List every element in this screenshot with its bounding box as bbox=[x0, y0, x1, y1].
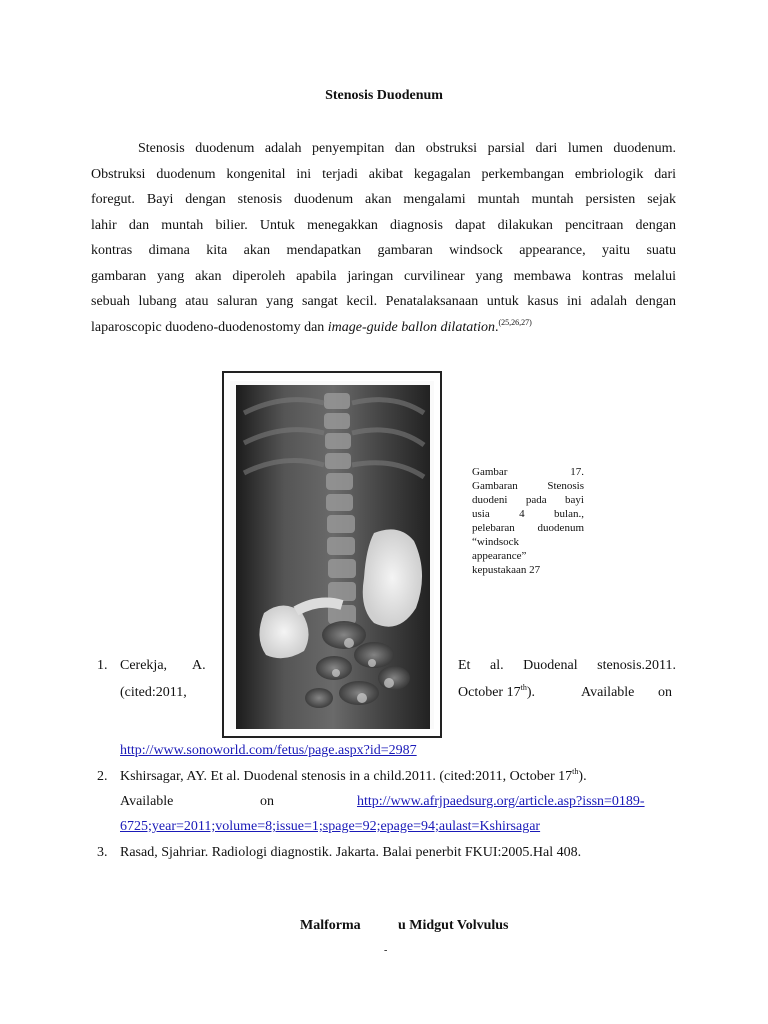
reference-date-suffix: th bbox=[572, 767, 579, 776]
reference-link[interactable]: http://www.sonoworld.com/fetus/page.aspx?id=2987 bbox=[120, 743, 417, 758]
figure-caption bbox=[472, 465, 584, 577]
paragraph-line: Stenosis duodenum adalah penyempitan dan obstruksi parsial dari lumen duodenum. bbox=[138, 141, 676, 156]
reference-author-initial: A. bbox=[192, 658, 206, 673]
reference-cited: (cited:2011, bbox=[120, 685, 187, 700]
paragraph-line: lahir dan muntah bilier. Untuk menegakkan diagnosis dapat dilakukan pencitraan dengan bbox=[91, 217, 676, 233]
body-paragraph bbox=[91, 136, 676, 340]
paragraph-text: laparoscopic duodeno-duodenostomy dan bbox=[91, 319, 328, 335]
reference-link-continued[interactable]: 6725;year=2011;volume=8;issue=1;spage=92;epage=94;aulast=Kshirsagar bbox=[120, 819, 541, 834]
reference-on: on bbox=[658, 685, 672, 700]
caption-line: duodeni pada bayi bbox=[472, 494, 584, 506]
paragraph-line: gambaran yang akan diperoleh apabila jaringan curvilinear yang membawa kontras melalui bbox=[91, 268, 676, 284]
paragraph-line: kontras dimana kita akan mendapatkan gambaran windsock appearance, yaitu suatu bbox=[91, 243, 676, 258]
section-heading-part: u Midgut Volvulus bbox=[398, 918, 509, 933]
caption-line: Gambar 17. bbox=[472, 466, 584, 478]
xray-figure-image bbox=[222, 371, 442, 738]
paragraph-italic-text: image-guide ballon dilatation bbox=[327, 319, 495, 335]
xray-image-graphic bbox=[224, 373, 440, 736]
reference-text-end: ). bbox=[578, 769, 587, 784]
caption-line: kepustakaan 27 bbox=[472, 564, 541, 576]
reference-title: Et al. Duodenal stenosis.2011. bbox=[458, 658, 676, 673]
reference-available: Available bbox=[581, 685, 635, 700]
paragraph-period: . bbox=[495, 319, 499, 335]
reference-available: Available bbox=[120, 794, 174, 809]
paragraph-line: foregut. Bayi dengan stenosis duodenum akan mengalami muntah muntah persisten sejak bbox=[91, 192, 676, 207]
reference-text bbox=[120, 769, 587, 785]
reference-date-text: October 17 bbox=[458, 685, 521, 700]
reference-author: Cerekja, bbox=[120, 658, 168, 673]
reference-date-suffix: th bbox=[520, 683, 527, 692]
caption-line: pelebaran duodenum bbox=[472, 522, 584, 534]
reference-on: on bbox=[260, 794, 274, 809]
section-heading-part: Malforma bbox=[300, 918, 361, 933]
page-title: Stenosis Duodenum bbox=[325, 88, 443, 103]
reference-text: Rasad, Sjahriar. Radiologi diagnostik. Jakarta. Balai penerbit FKUI:2005.Hal 408. bbox=[120, 845, 582, 860]
caption-line: “windsock bbox=[472, 536, 520, 548]
reference-number: 3. bbox=[97, 845, 108, 860]
paragraph-line: sebuah lubang atau saluran yang sangat kecil. Penatalaksanaan untuk kasus ini adalah dengan bbox=[91, 294, 676, 309]
caption-line: usia 4 bulan., bbox=[472, 508, 584, 520]
reference-link[interactable]: http://www.afrjpaedsurg.org/article.asp?issn=0189- bbox=[357, 794, 645, 809]
caption-line: Gambaran Stenosis bbox=[472, 480, 584, 492]
reference-date-end: ). bbox=[526, 685, 535, 700]
paragraph-line: Obstruksi duodenum kongenital ini terjadi akibat kegagalan perkembangan embriologik dari bbox=[91, 166, 676, 182]
reference-text-main: Kshirsagar, AY. Et al. Duodenal stenosis in a child.2011. (cited:2011, October 17 bbox=[120, 769, 573, 784]
reference-date bbox=[458, 685, 535, 701]
citation-superscript: (25,26,27) bbox=[498, 317, 532, 327]
footer-mark: - bbox=[384, 945, 388, 956]
paragraph-last-line bbox=[91, 315, 676, 341]
reference-number: 2. bbox=[97, 769, 108, 784]
reference-number: 1. bbox=[97, 658, 108, 673]
caption-line: appearance” bbox=[472, 550, 527, 562]
